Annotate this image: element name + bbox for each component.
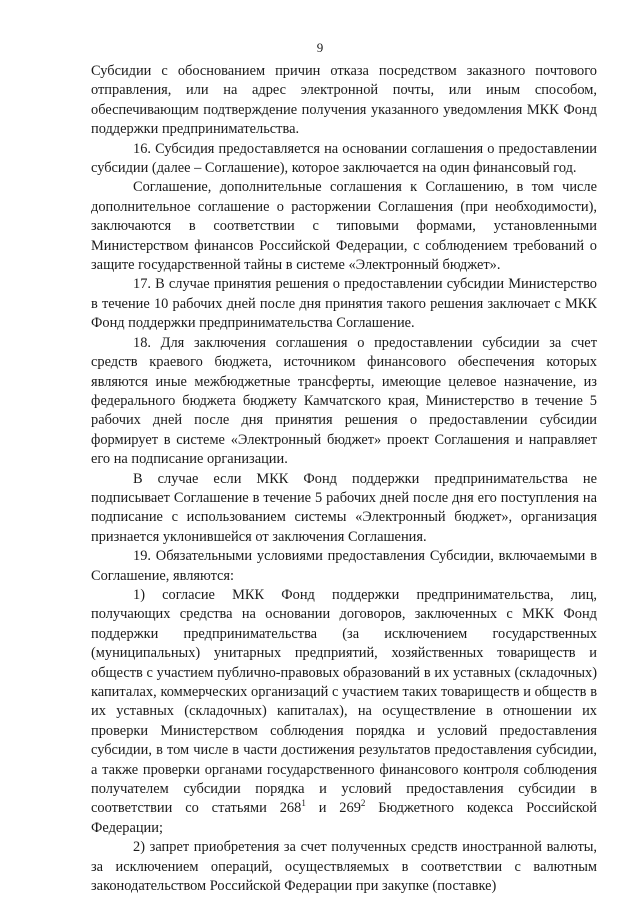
paragraph	[91, 586, 597, 838]
paragraph: 16. Субсидия предоставляется на основании соглашения о предоставлении субсидии (далее – Соглашение), которое заключается на один финансовый год.	[91, 140, 597, 177]
paragraph: Субсидии с обоснованием причин отказа посредством заказного почтового отправления, или на адрес электронной почты, или иным способом, обеспечивающим подтверждение получения указанного уведомления МКК Фонд поддержки предпринимательства.	[91, 63, 597, 138]
paragraph: 18. Для заключения соглашения о предоставлении субсидии за счет средств краевого бюджета, источником финансового обеспечения которых являются иные межбюджетные трансферты, имеющие целевое назначение, из федерального бюджета бюджету Камчатского края, Министерство в течение 5 рабочих дней после дня принятия решения о предоставлении субсидии формирует в системе «Электронный бюджет» проект Соглашения и направляет его на подписание организации.	[91, 334, 597, 468]
page-number: 9	[316, 40, 324, 55]
paragraph: В случае если МКК Фонд поддержки предпринимательства не подписывает Соглашение в течение 5 рабочих дней после дня его поступления на подписание с использованием системы «Электронный бюджет», организация признается уклонившейся от заключения Соглашения.	[91, 470, 597, 545]
paragraph-text: и 269	[305, 800, 361, 817]
superscript: 2	[360, 797, 366, 808]
superscript: 1	[301, 797, 306, 808]
paragraph: Соглашение, дополнительные соглашения к Соглашению, в том числе дополнительное соглашение о расторжении Соглашения (при необходимости), заключаются в соответствии с типовыми формами, установленными Министерством финансов Российской Федерации, с соблюдением требований о защите государственной тайны в системе «Электронный бюджет».	[91, 179, 597, 274]
paragraph-text: 1) согласие МКК Фонд поддержки предпринимательства, лиц, получающих средства на основании договоров, заключенных с МКК Фонд поддержки предпринимательства (за исключением государственных (муниципальных) унитарных предприятий, хозяйственных товариществ и обществ с участием публично-правовых образований в их уставных (складочных) капиталах, коммерческих организаций с участием таких товариществ и обществ в их уставных (складочных) капиталах), на осуществление в отношении их проверки Министерством соблюдения порядка и условий предоставления субсидии, в том числе в части достижения результатов предоставления субсидии, а также проверки органами государственного финансового контроля соблюдения получателем субсидии порядка и условий предоставления субсидии в соответствии со статьями 268	[91, 586, 597, 817]
document-body	[91, 62, 597, 896]
paragraph: 17. В случае принятия решения о предоставлении субсидии Министерство в течение 10 рабочих дней после дня принятия такого решения заключает с МКК Фонд поддержки предпринимательства Соглашение.	[91, 276, 597, 332]
paragraph: 2) запрет приобретения за счет полученных средств иностранной валюты, за исключением операций, осуществляемых в соответствии с валютным законодательством Российской Федерации при закупке (поставке)	[91, 839, 597, 895]
paragraph: 19. Обязательными условиями предоставления Субсидии, включаемыми в Соглашение, являются:	[91, 548, 597, 584]
paragraph-text: Бюджетного кодекса Российской Федерации;	[91, 800, 597, 836]
